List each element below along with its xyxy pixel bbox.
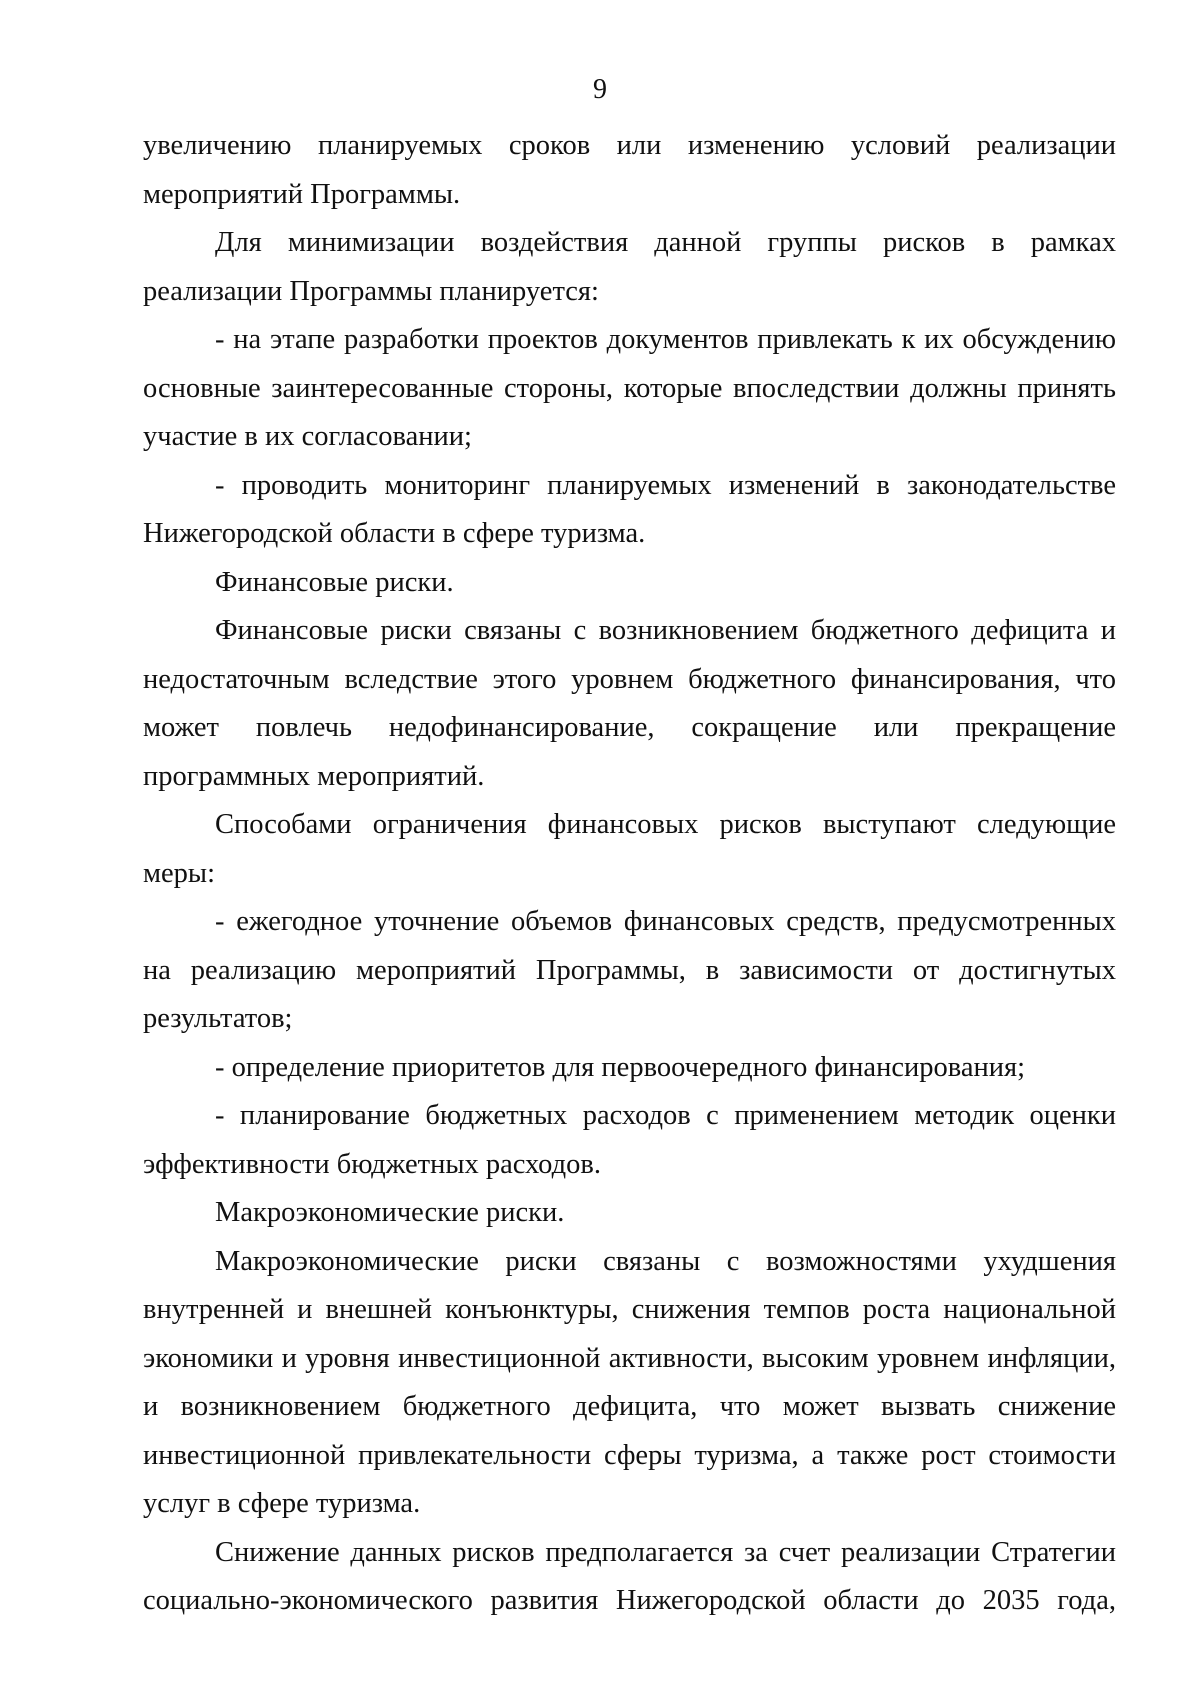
heading-financial-risks: Финансовые риски. [215,566,454,598]
paragraph-financial-measures-intro: Способами ограничения финансовых рисков выступают следующие меры: [143,809,1116,889]
list-item-monitoring: - проводить мониторинг планируемых изменений в законодательстве Нижегородской области в сфере туризма. [143,469,1116,549]
list-item-priorities: - определение приоритетов для первоочередного финансирования; [215,1051,1025,1083]
list-item-stakeholders: - на этапе разработки проектов документов привлекать к их обсуждению основные заинтересованные стороны, которые впоследствии должны принять участие в их согласовании; [143,324,1116,452]
paragraph-continuation: увеличению планируемых сроков или изменению условий реализации мероприятий Программы. [143,130,1116,210]
heading-macroeconomic-risks: Макроэкономические риски. [215,1197,565,1228]
list-item-annual-refinement: - ежегодное уточнение объемов финансовых средств, предусмотренных на реализацию мероприятий Программы, в зависимости от достигнутых результатов; [143,906,1116,1034]
paragraph-financial-risks: Финансовые риски связаны с возникновением бюджетного дефицита и недостаточным вследствие этого уровнем бюджетного финансирования, что может повлечь недофинансирование, сокращение или прекращение программных мероприятий. [143,615,1116,792]
page-number: 9 [593,74,607,105]
document-body [143,122,1116,1626]
paragraph-macroeconomic-risks: Макроэкономические риски связаны с возможностями ухудшения внутренней и внешней конъюнктуры, снижения темпов роста национальной экономики и уровня инвестиционной активности, высоким уровнем инфляции, и возникновением бюджетного дефицита, что может вызвать снижение инвестиционной привлекательности сферы туризма, а также рост стоимости услуг в сфере туризма. [143,1245,1116,1519]
list-item-budget-planning: - планирование бюджетных расходов с применением методик оценки эффективности бюджетных расходов. [143,1100,1116,1180]
paragraph-minimization-intro: Для минимизации воздействия данной группы рисков в рамках реализации Программы планируется: [143,227,1116,307]
paragraph-risk-reduction: Снижение данных рисков предполагается за счет реализации Стратегии социально-экономического развития Нижегородской области до 2035 года, [143,1536,1116,1616]
